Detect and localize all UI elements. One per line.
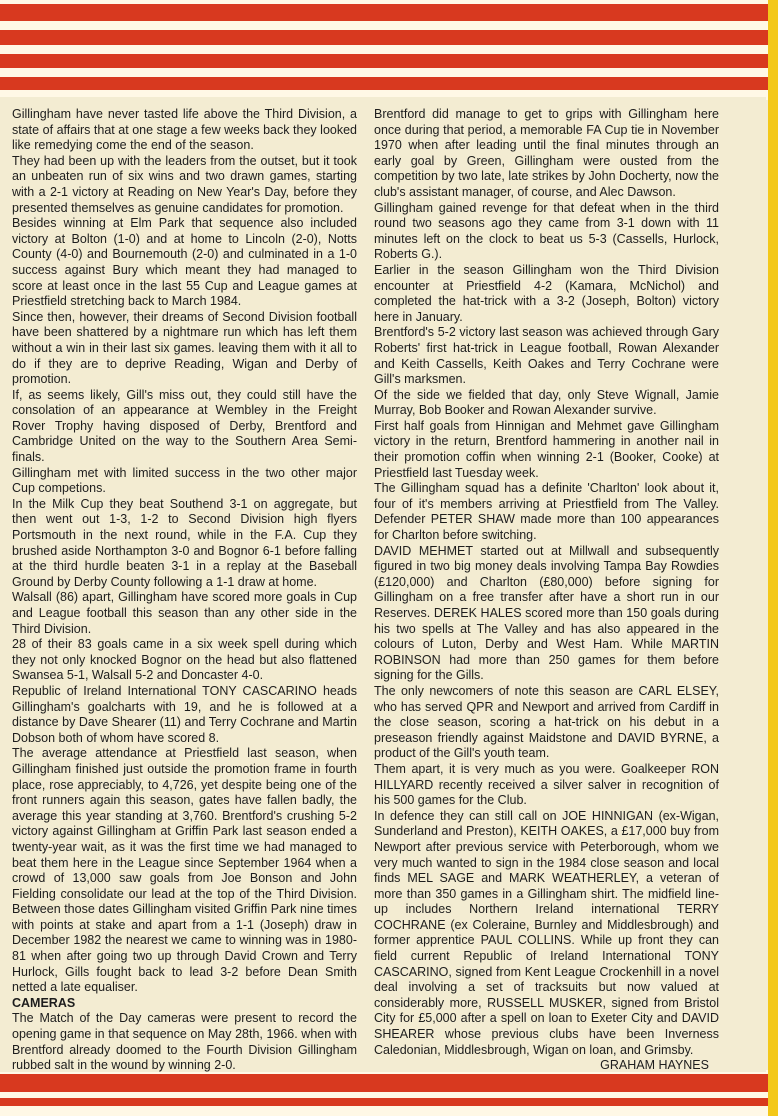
paragraph: Walsall (86) apart, Gillingham have scored more goals in Cup and League football this season than any other side in the Third Division. [12,590,357,636]
red-stripe [0,1074,778,1092]
bottom-stripe-band [0,1070,778,1116]
paragraph: In the Milk Cup they beat Southend 3-1 on aggregate, but then went out 1-3, 1-2 to Second Division high flyers Portsmouth in the next round, while in the F.A. Cup they brushed aside Northampton 3-0 and Bognor 6-1 before falling at the third hurdle beaten 3-1 in a replay at the Baseball Ground by Derby County following a 1-1 draw at home. [12,496,357,589]
paragraph: They had been up with the leaders from the outset, but it took an unbeaten run of six wins and two drawn games, starting with a 2-1 victory at Reading on New Year's Day, before they presented themselves as genuine candidates for promotion. [12,153,357,215]
paragraph: Since then, however, their dreams of Second Division football have been shattered by a nightmare run which has left them without a win in their last six games. leaving them with it all to do if they are to deprive Reading, Wigan and Derby of promotion. [12,309,357,387]
paragraph: Brentford's 5-2 victory last season was achieved through Gary Roberts' first hat-trick in League football, Rowan Alexander and Keith Cassells, Keith Oakes and Terry Cochrane were Gill's marksmen. [374,325,719,387]
paragraph: Them apart, it is very much as you were. Goalkeeper RON HILLYARD recently received a silver salver in recognition of his 500 games for the Club. [374,761,719,808]
paragraph: First half goals from Hinnigan and Mehmet gave Gillingham victory in the return, Brentford hammering in another nail in their promotion coffin when winning 2-1 (Booker, Cooke) at Priestfield last Tuesday week. [374,418,719,480]
right-column [374,107,719,1073]
red-stripe [0,77,778,90]
paragraph: 28 of their 83 goals came in a six week spell during which they not only knocked Bognor on the head but also flattened Swansea 5-1, Walsall 5-2 and Doncaster 4-0. [12,637,357,683]
article-page [0,97,766,1072]
paragraph: Brentford did manage to get to grips with Gillingham here once during that period, a memorable FA Cup tie in November 1970 when after leading until the final minutes through an early goal by Green, Gillingham were ousted from the competition by two late, late strikes by John Docherty, now the club's assistant manager, of course, and Alec Dawson. [374,107,719,199]
paragraph: The Match of the Day cameras were present to record the opening game in that sequence on May 28th, 1966. when with Brentford already doomed to the Fourth Division Gillingham rubbed salt in the wound by winning 2-0. [12,1011,357,1073]
red-stripe [0,4,778,21]
paragraph: Gillingham met with limited success in the two other major Cup competions. [12,465,357,496]
top-stripe-band [0,0,778,100]
paragraph: The only newcomers of note this season are CARL ELSEY, who has served QPR and Newport and arrived from Cardiff in the close season, scoring a hat-trick on his debut in a preseason friendly against Maidstone and DAVID BYRNE, a product of the Gill's youth team. [374,683,719,761]
paragraph: Republic of Ireland International TONY CASCARINO heads Gillingham's goalcharts with 19, and he is followed at a distance by Dave Shearer (11) and Terry Cochrane and Martin Dobson both of whom have scored 8. [12,683,357,745]
paragraph: Earlier in the season Gillingham won the Third Division encounter at Priestfield 4-2 (Kamara, McNichol) and completed the hat-trick with a 3-2 (Joseph, Bolton) victory here in January. [374,262,719,324]
paragraph: If, as seems likely, Gill's miss out, they could still have the consolation of an appearance at Wembley in the Freight Rover Trophy having disposed of Derby, Brentford and Cambridge United on the way to the Southern Area Semi-finals. [12,387,357,465]
section-heading: CAMERAS [12,995,76,1010]
paragraph: In defence they can still call on JOE HINNIGAN (ex-Wigan, Sunderland and Preston), KEITH OAKES, a £17,000 buy from Newport after previous service with Peterborough, whom we very much wanted to sign in the 1984 close season and local finds MEL SAGE and MARK WEATHERLEY, a veteran of more than 350 games in a Gillingham shirt. The midfield line-up includes Northern Ireland international TERRY COCHRANE (ex Coleraine, Burnley and Middlesbrough) and former apprentice PAUL COLLINS. While up front they can field current Republic of Ireland International TONY CASCARINO, signed from Kent League Crockenhill in a novel deal involving a set of tracksuits but now valued at considerably more, RUSSELL MUSKER, signed from Bristol City for £5,000 after a spell on loan to Exeter City and DAVID SHEARER whose previous clubs have been Inverness Caledonian, Middlesbrough, Wigan on loan, and Grimsby. [374,808,719,1057]
paragraph: Of the side we fielded that day, only Steve Wignall, Jamie Murray, Bob Booker and Rowan Alexander survive. [374,387,719,418]
paragraph: DAVID MEHMET started out at Millwall and subsequently figured in two big money deals involving Tampa Bay Rowdies (£120,000) and Charlton (£80,000) before signing for Gillingham on a free transfer after have a short run in our Reserves. DEREK HALES scored more than 150 goals during his two spells at The Valley and has also appeared in the colours of Luton, Derby and West Ham. While MARTIN ROBINSON had more than 250 games for them before signing for the Gills. [374,543,719,683]
paragraph: Gillingham have never tasted life above the Third Division, a state of affairs that at one stage a few weeks back they looked like remedying come the end of the season. [12,107,357,153]
red-stripe [0,1098,778,1106]
paragraph: Besides winning at Elm Park that sequence also included victory at Bolton (1-0) and at home to Lincoln (2-0), Notts County (4-0) and Bournemouth (2-0) and culminated in a 1-0 success against Bury which meant they had managed to score at least once in the last 55 Cup and League games at Priestfield stretching back to March 1984. [12,216,357,309]
paragraph: The Gillingham squad has a definite 'Charlton' look about it, four of it's members arriving at Priestfield from The Valley. Defender PETER SHAW made more than 100 appearances for Charlton before switching. [374,481,719,543]
paragraph: Gillingham gained revenge for that defeat when in the third round two seasons ago they came from 3-1 down with 11 minutes left on the clock to beat us 5-3 (Cassells, Hurlock, Roberts G.). [374,200,719,262]
red-stripe [0,30,778,45]
paragraph: The average attendance at Priestfield last season, when Gillingham finished just outside the promotion frame in fourth place, rose appreciably, to 4,726, yet despite being one of the front runners again this season, gates have fallen badly, the average this year standing at 3,760. Brentford's crushing 5-2 victory against Gillingham at Griffin Park last season ended a twenty-year wait, as it was the first time we had managed to beat them here in the League since September 1964 when a crowd of 13,000 saw goals from Joe Bonson and John Fielding consolidate our lead at the top of the Third Division. Between those dates Gillingham visited Griffin Park nine times with points at stake and apart from a 1-1 (Joseph) draw in December 1982 the nearest we came to winning was in 1980-81 when after going two up through David Crown and Terry Hurlock, Gills fought back to lead 3-2 before Dean Smith netted a late equaliser. [12,746,357,995]
yellow-page-edge [768,0,778,1116]
left-column [12,107,357,1073]
red-stripe [0,54,778,68]
author-byline: GRAHAM HAYNES [600,1058,709,1073]
